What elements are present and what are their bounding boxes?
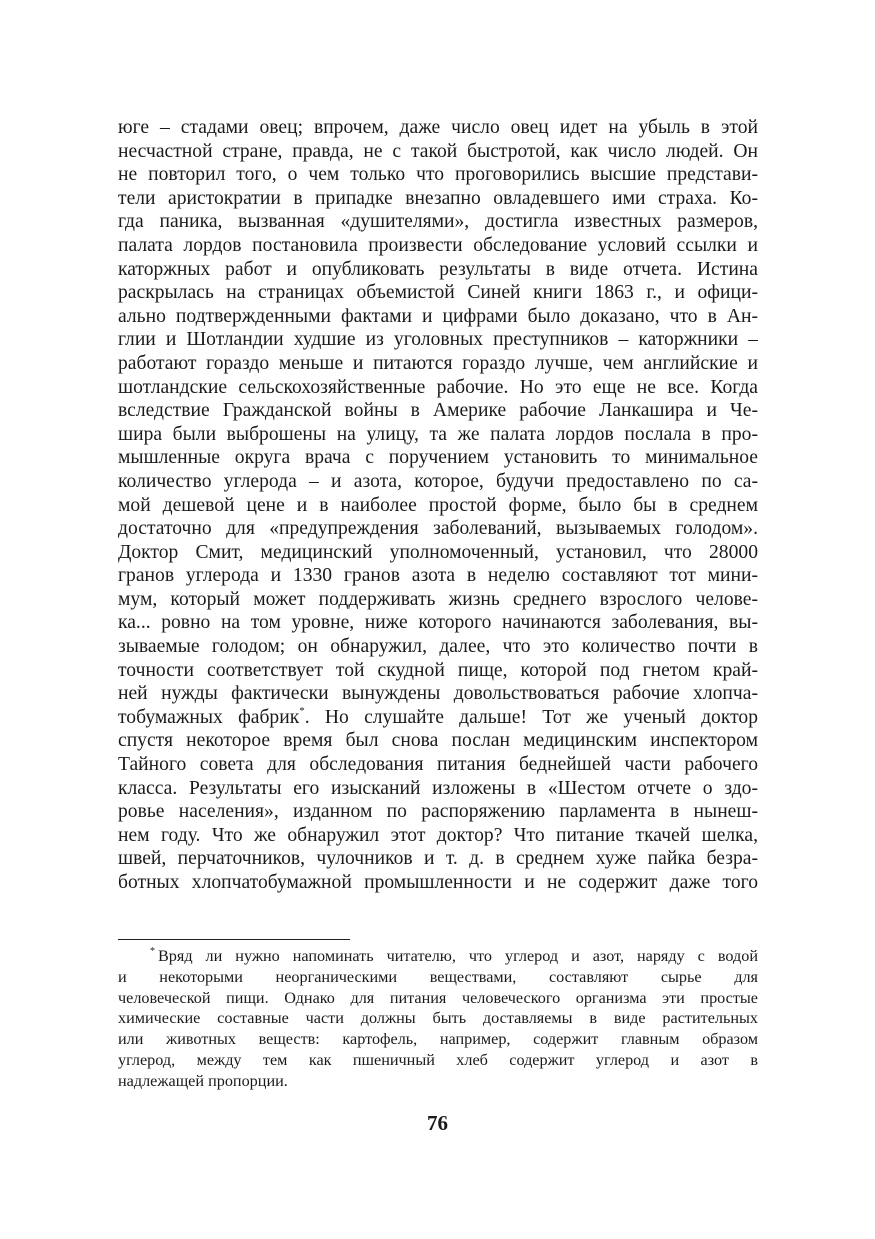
footnote bbox=[118, 946, 758, 1092]
text-line: класса. Результаты его изысканий изложены в «Шестом отчете о здо- bbox=[118, 777, 758, 799]
text-line: тели аристократии в припадке внезапно овладевшего ими страха. Ко- bbox=[118, 187, 758, 209]
footnote-line: углерод, между тем как пшеничный хлеб содержит углерод и азот в bbox=[118, 1050, 758, 1069]
text-fragment: тобумажных фабрик bbox=[118, 706, 300, 728]
main-text bbox=[118, 116, 758, 895]
footnote-separator bbox=[118, 939, 350, 940]
text-line: мум, который может поддерживать жизнь среднего взрослого челове- bbox=[118, 588, 758, 610]
text-line: мышленные округа врача с поручением установить то минимальное bbox=[118, 447, 758, 469]
text-line: глии и Шотландии худшие из уголовных преступников – каторжники – bbox=[118, 329, 758, 351]
text-line: несчастной стране, правда, не с такой быстротой, как число людей. Он bbox=[118, 140, 758, 162]
footnote-line: или животных веществ: картофель, например, содержит главным образом bbox=[118, 1030, 758, 1049]
text-line: количество углерода – и азота, которое, будучи предоставлено по са- bbox=[118, 470, 758, 492]
text-line: Доктор Смит, медицинский уполномоченный, установил, что 28000 bbox=[118, 541, 758, 563]
text-line: точности соответствует той скудной пище, которой под гнетом край- bbox=[118, 659, 758, 681]
footnote-reference[interactable]: * bbox=[299, 705, 305, 717]
footnote-text: Вряд ли нужно напоминать читателю, что углерод и азот, наряду с водой bbox=[158, 947, 758, 965]
text-line: палата лордов постановила произвести обследование условий ссылки и bbox=[118, 234, 758, 256]
text-line: швей, перчаточников, чулочников и т. д. в среднем хуже пайка безра- bbox=[118, 848, 758, 870]
text-line: ка... ровно на том уровне, ниже которого начинаются заболевания, вы- bbox=[118, 612, 758, 634]
page-number: 76 bbox=[427, 1111, 448, 1135]
text-line: не повторил того, о чем только что проговорились высшие представи- bbox=[118, 164, 758, 186]
text-line: зываемые голодом; он обнаружил, далее, что это количество почти в bbox=[118, 636, 758, 658]
text-line: спустя некоторое время был снова послан медицинским инспектором bbox=[118, 730, 758, 752]
text-line: шира были выброшены на улицу, та же палата лордов послала в про- bbox=[118, 423, 758, 445]
footnote-line: химические составные части должны быть доставляемы в виде растительных bbox=[118, 1009, 758, 1028]
text-line: ально подтвержденными фактами и цифрами было доказано, что в Ан- bbox=[118, 305, 758, 327]
text-line: шотландские сельскохозяйственные рабочие. Но это еще не все. Когда bbox=[118, 376, 758, 398]
footnote-line: надлежащей пропорции. bbox=[118, 1071, 288, 1090]
footnote-line: и некоторыми неорганическими веществами, составляют сырье для bbox=[118, 967, 758, 986]
text-line: гранов углерода и 1330 гранов азота в неделю составляют тот мини- bbox=[118, 565, 758, 587]
text-line-with-footnote-ref bbox=[118, 706, 758, 730]
text-line: ровье населения», изданном по распоряжению парламента в нынеш- bbox=[118, 801, 758, 823]
footnote-mark: * bbox=[150, 946, 155, 957]
text-line: гда паника, вызванная «душителями», достигла известных размеров, bbox=[118, 211, 758, 233]
text-line: Тайного совета для обследования питания беднейшей части рабочего bbox=[118, 754, 758, 776]
text-line: каторжных работ и опубликовать результаты в виде отчета. Истина bbox=[118, 258, 758, 280]
text-line: вследствие Гражданской войны в Америке рабочие Ланкашира и Че- bbox=[118, 400, 758, 422]
text-line: достаточно для «предупреждения заболеваний, вызываемых голодом». bbox=[118, 518, 758, 540]
text-line: раскрылась на страницах объемистой Синей книги 1863 г., и офици- bbox=[118, 282, 758, 304]
text-fragment: . Но слушайте дальше! Тот же ученый доктор bbox=[304, 706, 758, 728]
footnote-line: человеческой пищи. Однако для питания человеческого организма эти простые bbox=[118, 988, 758, 1007]
text-line: мой дешевой цене и в наиболее простой форме, было бы в среднем bbox=[118, 494, 758, 516]
text-line: юге – стадами овец; впрочем, даже число овец идет на убыль в этой bbox=[118, 117, 758, 138]
text-line: работают гораздо меньше и питаются гораздо лучше, чем английские и bbox=[118, 352, 758, 374]
footnote-line bbox=[118, 946, 758, 967]
text-line: ней нужды фактически вынуждены довольствоваться рабочие хлопча- bbox=[118, 683, 758, 705]
text-line: нем году. Что же обнаружил этот доктор? Что питание ткачей шелка, bbox=[118, 824, 758, 846]
text-line: ботных хлопчатобумажной промышленности и не содержит даже того bbox=[118, 872, 758, 893]
